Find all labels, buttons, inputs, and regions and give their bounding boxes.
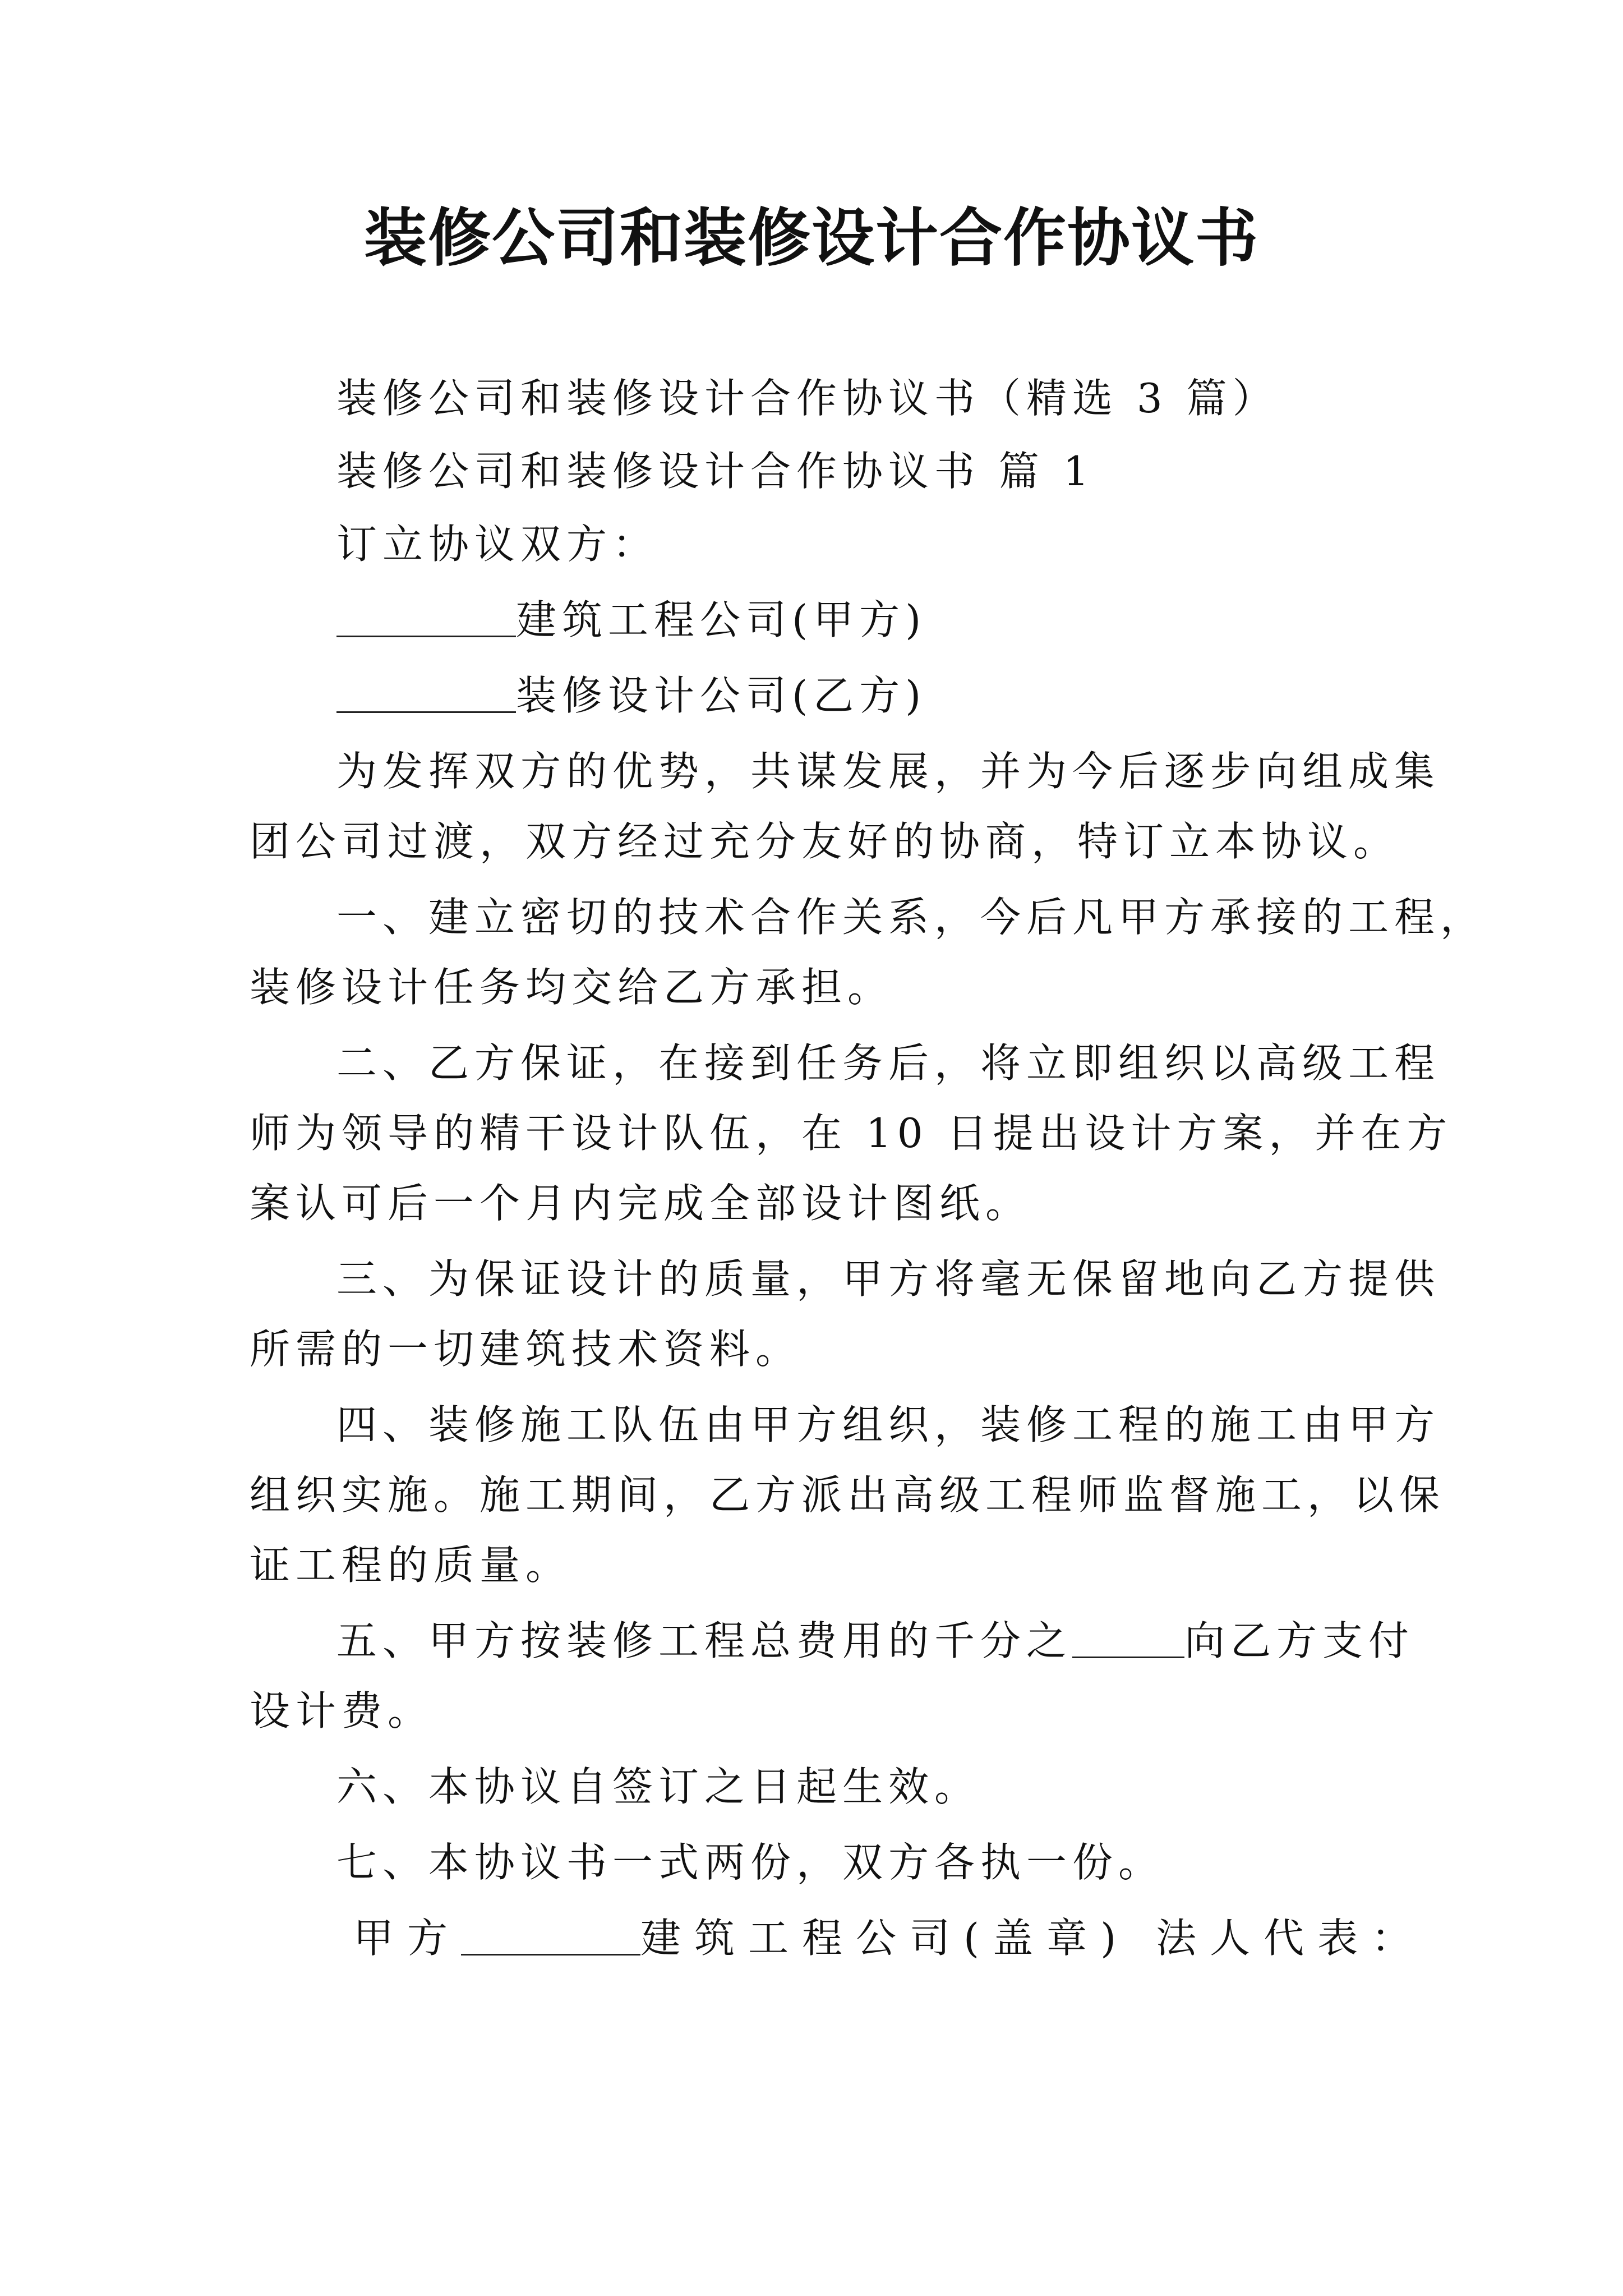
clause-7: 七、本协议书一式两份，双方各执一份。 xyxy=(336,1839,1165,1886)
blank-line xyxy=(336,672,516,713)
clause-5-text-before: 五、甲方按装修工程总费用的千分之 xyxy=(336,1617,1073,1664)
signature-line xyxy=(353,1910,1426,1966)
clause-1-line-2: 装修设计任务均交给乙方承担。 xyxy=(250,964,894,1011)
party-b-label: 装修设计公司(乙方) xyxy=(516,672,927,719)
blank-line xyxy=(1072,1617,1184,1658)
document-title: 装修公司和装修设计合作协议书 xyxy=(364,201,1259,275)
clause-6: 六、本协议自签订之日起生效。 xyxy=(336,1763,981,1810)
clause-2-line-2: 师为领导的精干设计队伍，在 10 日提出设计方案，并在方 xyxy=(250,1110,1453,1157)
intro-paragraph-line-1: 为发挥双方的优势，共谋发展，并为今后逐步向组成集 xyxy=(336,748,1441,795)
clause-4-line-2: 组织实施。施工期间，乙方派出高级工程师监督施工，以保 xyxy=(250,1471,1446,1519)
signature-company-seal: 建筑工程公司(盖章) 法人代表： xyxy=(640,1915,1426,1962)
party-b-line xyxy=(336,668,1396,724)
section-heading: 装修公司和装修设计合作协议书 篇 1 xyxy=(336,448,1095,495)
clause-2-line-3: 案认可后一个月内完成全部设计图纸。 xyxy=(250,1180,1032,1227)
parties-intro: 订立协议双方： xyxy=(336,521,659,568)
subtitle-selected: 装修公司和装修设计合作协议书（精选 3 篇） xyxy=(336,375,1279,422)
signature-party-a: 甲方 xyxy=(353,1915,462,1962)
blank-line xyxy=(336,596,516,637)
clause-1-line-1: 一、建立密切的技术合作关系，今后凡甲方承接的工程， xyxy=(336,894,1487,941)
clause-3-line-1: 三、为保证设计的质量，甲方将毫无保留地向乙方提供 xyxy=(336,1255,1441,1303)
party-a-label: 建筑工程公司(甲方) xyxy=(516,596,927,643)
blank-line xyxy=(461,1915,640,1955)
clause-5-line-2: 设计费。 xyxy=(250,1687,434,1734)
clause-2-line-1: 二、乙方保证，在接到任务后，将立即组织以高级工程 xyxy=(336,1039,1441,1087)
clause-5-line-1 xyxy=(336,1613,1415,1669)
clause-4-line-3: 证工程的质量。 xyxy=(250,1542,572,1589)
clause-4-line-1: 四、装修施工队伍由甲方组织，装修工程的施工由甲方 xyxy=(336,1401,1441,1448)
clause-3-line-2: 所需的一切建筑技术资料。 xyxy=(250,1326,802,1373)
party-a-line xyxy=(336,592,1396,648)
clause-5-text-after: 向乙方支付 xyxy=(1184,1617,1415,1664)
intro-paragraph-line-2: 团公司过渡，双方经过充分友好的协商，特订立本协议。 xyxy=(250,818,1400,865)
